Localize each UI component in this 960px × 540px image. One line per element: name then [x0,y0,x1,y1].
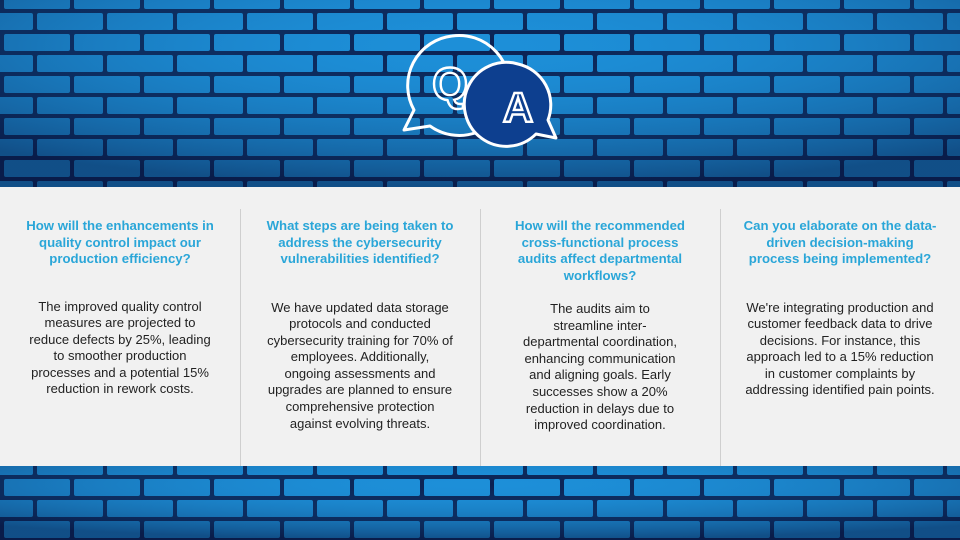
brick-pattern-bottom [0,466,960,540]
logo-a-letter: A [502,84,534,131]
question-2: What steps are being taken to address the cybersecurity vulnerabilities identified? [266,218,454,266]
answer-1: The improved quality control measures are projected to reduce defects by 25%, leading to smoother production processes and a potential 15% reduction in rework costs. [29,298,211,397]
question-3: How will the recommended cross-functional process audits affect departmental workflows? [514,218,685,283]
question-1: How will the enhancements in quality control impact our production efficiency? [26,218,214,266]
qa-column-3 [480,187,720,466]
qa-column-2 [240,187,480,466]
qa-column-1 [0,187,240,466]
qa-speech-bubbles-icon [392,30,568,150]
answer-2: We have updated data storage protocols and conducted cybersecurity training for 70% of employees. Additionally, ongoing assessments and upgrades are planned to ensure comprehensive protection against evolving threats. [267,299,453,431]
answer-4: We're integrating production and customer feedback data to drive decisions. For instance, this approach led to a 15% reduction in customer complaints by addressing identified pain points. [745,299,935,398]
wall-shading [0,466,960,540]
qa-column-4 [720,187,960,466]
logo-q-letter: Q [432,58,468,110]
brick-wall-bottom [0,466,960,540]
question-4: Can you elaborate on the data-driven decision-making process being implemented? [743,218,937,266]
qa-panel [0,187,960,466]
answer-3: The audits aim to streamline inter-departmental coordination, enhancing communication and aligning goals. Early successes show a 20% reduction in delays due to improved coordination. [523,301,677,433]
